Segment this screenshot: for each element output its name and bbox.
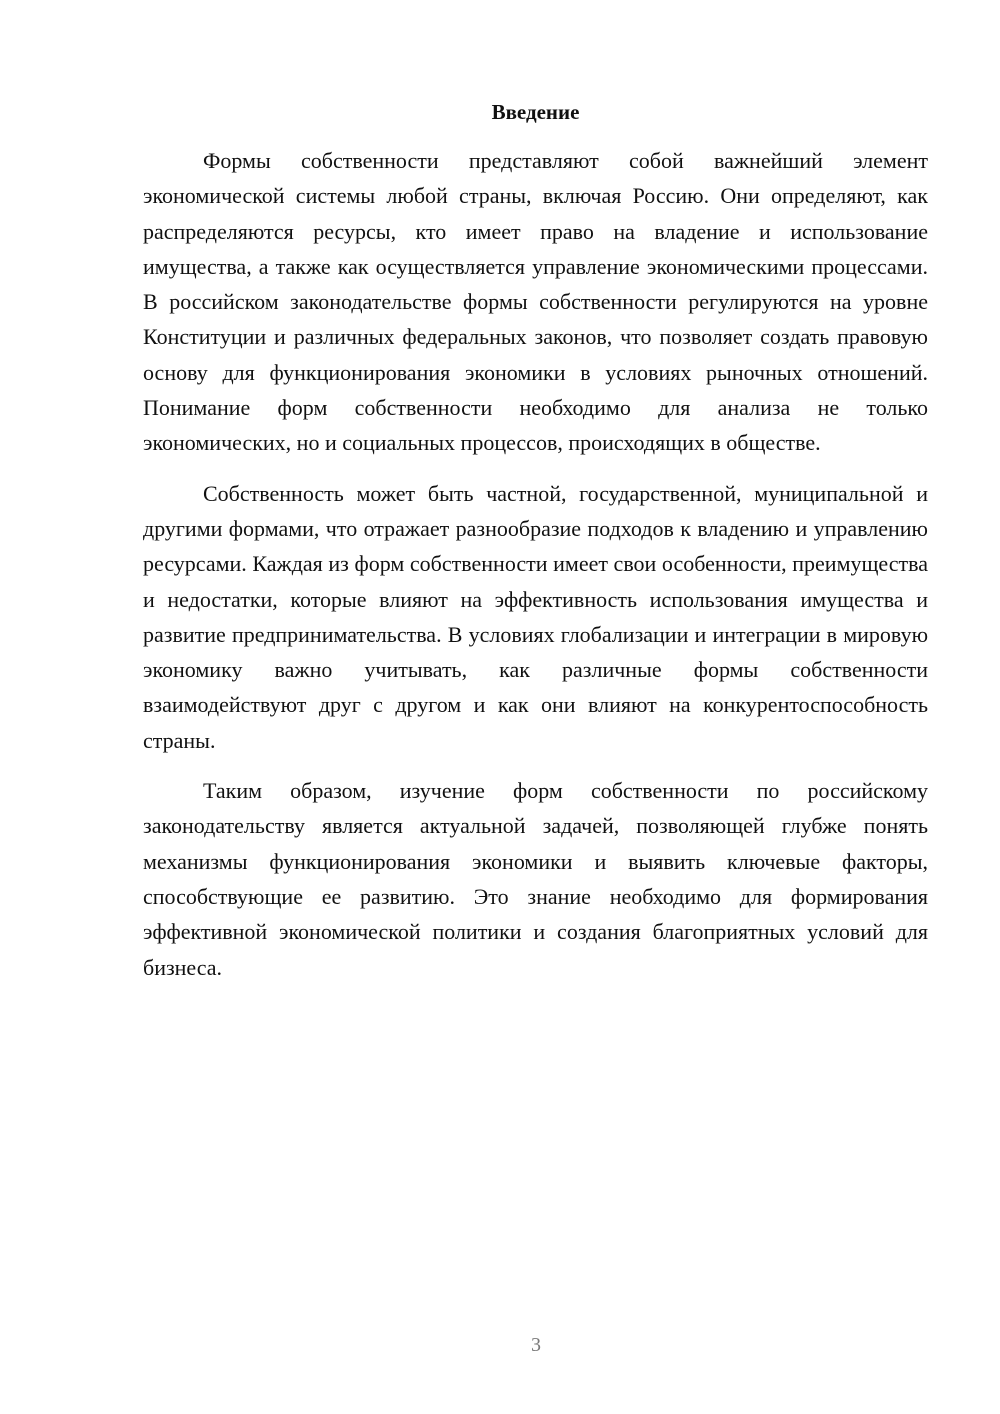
paragraph-3: Таким образом, изучение форм собственности по российскому законодательству является актуальной задачей, позволяющей глубже понять механизмы функционирования экономики и выявить ключевые факторы, способствующие ее развитию. Это знание необходимо для формирования эффективной экономической политики и создания благоприятных условий для бизнеса. (143, 778, 928, 980)
paragraph-2: Собственность может быть частной, государственной, муниципальной и другими формами, что отражает разнообразие подходов к владению и управлению ресурсами. Каждая из форм собственности имеет свои особенности, преимущества и недостатки, которые влияют на эффективность использования имущества и развитие предпринимательства. В условиях глобализации и интеграции в мировую экономику важно учитывать, как различные формы собственности взаимодействуют друг с другом и как они влияют на конкурентоспособность страны. (143, 480, 928, 753)
paragraph-1: Формы собственности представляют собой важнейший элемент экономической системы любой страны, включая Россию. Они определяют, как распределяются ресурсы, кто имеет право на владение и использование имущества, а также как осуществляется управление экономическими процессами. В российском законодательстве формы собственности регулируются на уровне Конституции и различных федеральных законов, что позволяет создать правовую основу для функционирования экономики в условиях рыночных отношений. Понимание форм собственности необходимо для анализа не только экономических, но и социальных процессов, происходящих в обществе. (143, 148, 928, 456)
page-number: 3 (531, 1334, 541, 1356)
body-text (143, 143, 928, 1000)
page-title: Введение (491, 100, 580, 124)
